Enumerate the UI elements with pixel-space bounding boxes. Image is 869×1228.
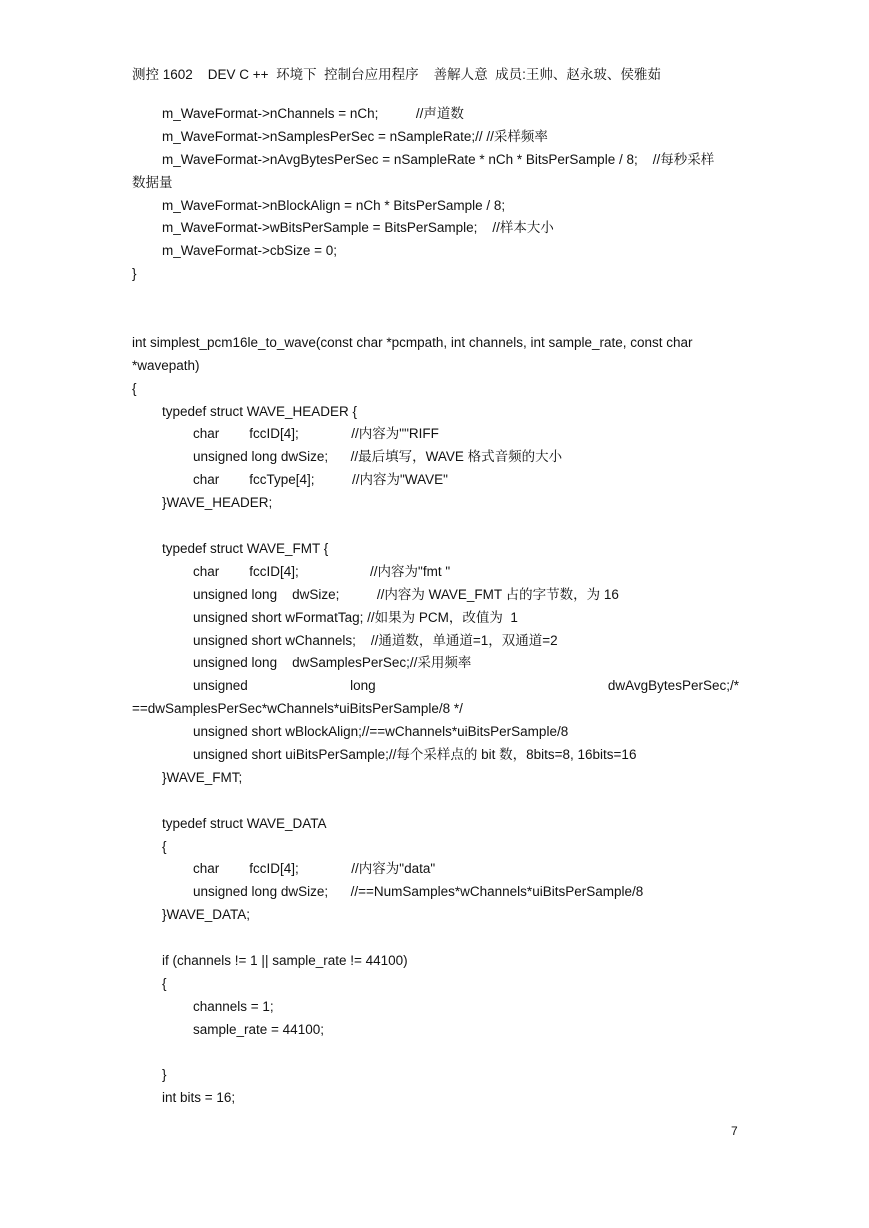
code-line: typedef struct WAVE_HEADER { xyxy=(162,403,358,419)
code-line: { xyxy=(162,838,167,854)
code-line: { xyxy=(132,380,137,396)
code-line: unsigned short wFormatTag; //如果为 PCM，改值为 1 xyxy=(193,609,518,625)
code-line: m_WaveFormat->nBlockAlign = nCh * BitsPerSample / 8; xyxy=(162,197,506,213)
code-line: m_WaveFormat->nAvgBytesPerSec = nSampleRate * nCh * BitsPerSample / 8; //每秒采样 xyxy=(162,151,715,167)
code-line: char fccID[4]; //内容为"fmt " xyxy=(193,563,451,579)
page-number: 7 xyxy=(731,1124,738,1138)
code-line: typedef struct WAVE_FMT { xyxy=(162,540,329,556)
code-line: char fccID[4]; //内容为""RIFF xyxy=(193,426,439,442)
code-line: ==dwSamplesPerSec*wChannels*uiBitsPerSample/8 */ xyxy=(132,701,463,717)
code-line: typedef struct WAVE_DATA xyxy=(162,815,327,831)
code-line: }WAVE_DATA; xyxy=(162,907,251,923)
code-line-justified xyxy=(132,675,739,698)
code-line-justified xyxy=(132,332,739,355)
page-header: 测控 1602 DEV C ++ 环境下 控制台应用程序 善解人意 成员:王帅、赵永玻、侯雅茹 xyxy=(132,67,661,82)
code-line: if (channels != 1 || sample_rate != 44100) xyxy=(162,952,408,968)
code-line: { xyxy=(162,975,167,991)
code-word: long xyxy=(350,678,376,694)
code-line: unsigned short wChannels; //通道数，单通道=1，双通道=2 xyxy=(193,632,558,648)
code-line: }WAVE_HEADER; xyxy=(162,495,273,511)
code-line: unsigned long dwSize; //最后填写，WAVE 格式音频的大小 xyxy=(193,449,563,465)
code-line: }WAVE_FMT; xyxy=(162,769,243,785)
code-line: } xyxy=(132,266,137,282)
code-word: unsigned xyxy=(193,678,248,694)
code-line: m_WaveFormat->nSamplesPerSec = nSampleRate;// //采样频率 xyxy=(162,128,548,144)
code-line: channels = 1; xyxy=(193,998,274,1014)
code-line: char fccType[4]; //内容为"WAVE" xyxy=(193,472,448,488)
code-line: *wavepath) xyxy=(132,357,200,373)
code-line: char fccID[4]; //内容为"data" xyxy=(193,861,436,877)
code-word: dwAvgBytesPerSec;/* xyxy=(607,678,739,694)
code-line: unsigned short wBlockAlign;//==wChannels*uiBitsPerSample/8 xyxy=(193,724,569,740)
code-line: unsigned long dwSamplesPerSec;//采用频率 xyxy=(193,655,472,671)
code-line: 数据量 xyxy=(132,174,173,190)
code-line: m_WaveFormat->cbSize = 0; xyxy=(162,243,338,259)
code-line: m_WaveFormat->nChannels = nCh; //声道数 xyxy=(162,106,464,121)
code-line: unsigned long dwSize; //==NumSamples*wChannels*uiBitsPerSample/8 xyxy=(193,884,644,900)
code-line: } xyxy=(162,1067,167,1083)
code-line: m_WaveFormat->wBitsPerSample = BitsPerSample; //样本大小 xyxy=(162,220,554,236)
code-line: int bits = 16; xyxy=(162,1090,236,1106)
code-line: unsigned long dwSize; //内容为 WAVE_FMT 占的字节数，为 16 xyxy=(193,586,619,602)
code-line: unsigned short uiBitsPerSample;//每个采样点的 bit 数，8bits=8, 16bits=16 xyxy=(193,746,637,762)
code-body xyxy=(132,103,739,1110)
code-line: sample_rate = 44100; xyxy=(193,1021,324,1037)
code-line: int simplest_pcm16le_to_wave(const char *pcmpath, int channels, int sample_rate, const char xyxy=(132,334,693,350)
